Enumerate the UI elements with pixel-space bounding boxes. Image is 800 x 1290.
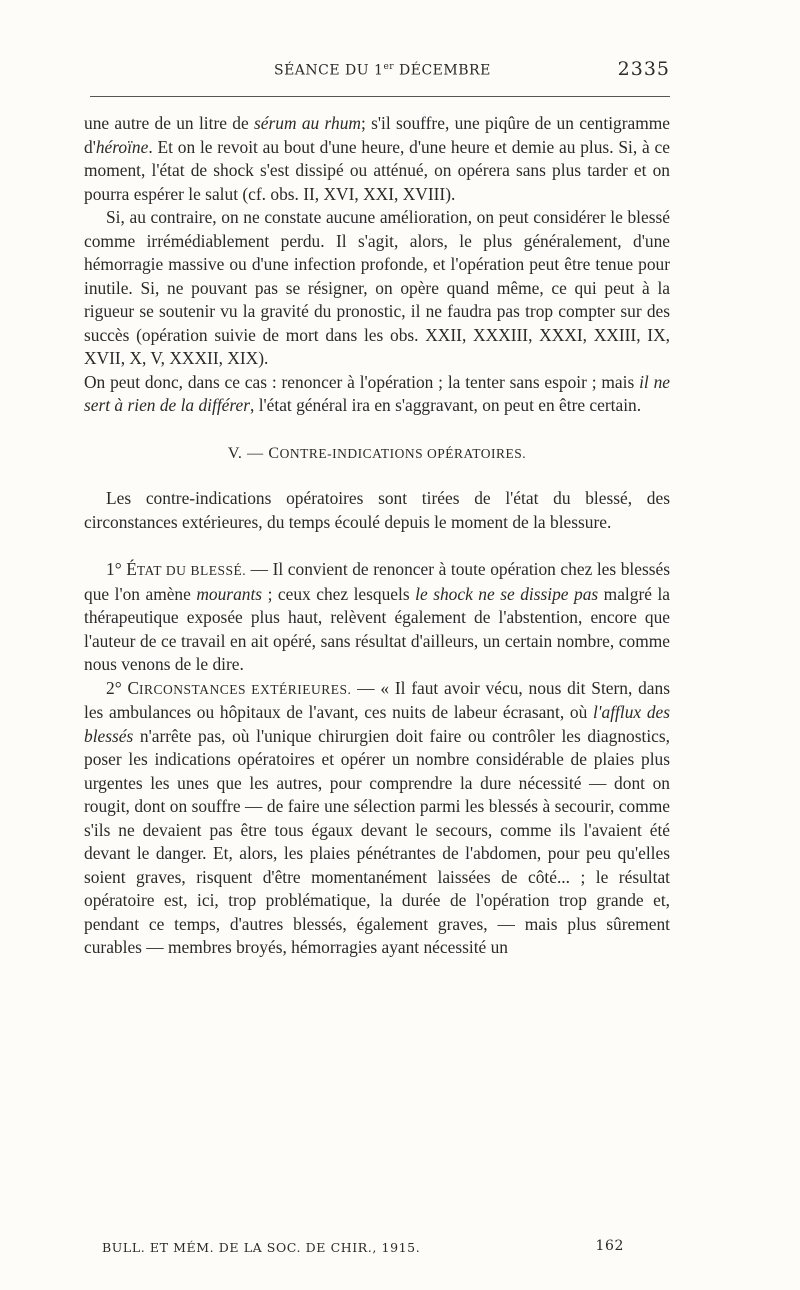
body-text xyxy=(84,112,670,960)
footer xyxy=(102,1240,624,1255)
running-title: SÉANCE DU 1er DÉCEMBRE xyxy=(274,62,491,79)
paragraph-1: une autre de un litre de sérum au rhum; s'il souffre, une piqûre de un centigramme d'héroïne. Et on le revoit au bout d'une heure, d'une heure et demie au plus. Si, à ce moment, l'état de shock s'est dissipé ou atténué, on opérera sans plus tarder et on pourra espérer le salut (cf. obs. II, XVI, XXI, XVIII). xyxy=(84,113,671,204)
journal-citation: BULL. ET MÉM. DE LA SOC. DE CHIR., 1915. xyxy=(102,1240,421,1255)
paragraph-2: Si, au contraire, on ne constate aucune amélioration, on peut considérer le blessé comme irrémédiablement perdu. Il s'agit, alors, le plus généralement, d'une hémorragie massive ou d'une infection profonde, et l'opération peut être tenue pour inutile. Si, ne pouvant pas se résigner, on opère quand même, ce qui peut à la rigueur se soutenir vu la gravité du pronostic, il ne faudra pas trop compter sur des succès (opération suivie de mort dans les obs. XXII, XXXIII, XXXI, XXIII, IX, XVII, X, V, XXXII, XIX). xyxy=(84,207,670,368)
paragraph-3: On peut donc, dans ce cas : renoncer à l'opération ; la tenter sans espoir ; mais il ne sert à rien de la différer, l'état général ira en s'aggravant, on peut en être certain. xyxy=(84,371,670,415)
paragraph-5: 1° ÉTAT DU BLESSÉ. — Il convient de renoncer à toute opération chez les blessés que l'on amène mourants ; ceux chez lesquels le shock ne se dissipe pas malgré la thérapeutique exposée plus haut, relèvent également de l'abstention, encore que l'auteur de ce travail en ait opéré, sans résultat d'ailleurs, un certain nombre, comme nous venons de le dire. xyxy=(84,559,671,674)
running-head xyxy=(84,58,670,82)
paragraph-4: Les contre-indications opératoires sont tirées de l'état du blessé, des circonstances extérieures, du temps écoulé depuis le moment de la blessure. xyxy=(84,488,670,532)
page-number: 2335 xyxy=(617,58,670,80)
signature-number: 162 xyxy=(595,1238,624,1254)
header-rule xyxy=(90,96,670,97)
section-heading: V. — CONTRE-INDICATIONS OPÉRATOIRES. xyxy=(227,444,527,462)
paragraph-6: 2° CIRCONSTANCES EXTÉRIEURES. — « Il faut avoir vécu, nous dit Stern, dans les ambulances ou hôpitaux de l'avant, ces nuits de labeur écrasant, où l'afflux des blessés n'arrête pas, où l'unique chirurgien doit faire ou contrôler les diagnostics, poser les indications opératoires et opérer un nombre considérable de plaies plus urgentes les unes que les autres, pour comprendre la dure nécessité — dont on rougit, dont on souffre — de faire une sélection parmi les blessés à secourir, comme s'ils ne devaient pas être tous égaux devant le secours, comme ils l'avaient été devant le danger. Et, alors, les plaies pénétrantes de l'abdomen, pour peu qu'elles soient graves, risquent d'être momentanément laissées de côté... ; le résultat opératoire est, ici, trop problématique, la durée de l'opération trop grande et, pendant ce temps, d'autres blessés, également graves, — mais plus sûrement curables — membres broyés, hémorragies ayant nécessité un xyxy=(84,677,670,957)
